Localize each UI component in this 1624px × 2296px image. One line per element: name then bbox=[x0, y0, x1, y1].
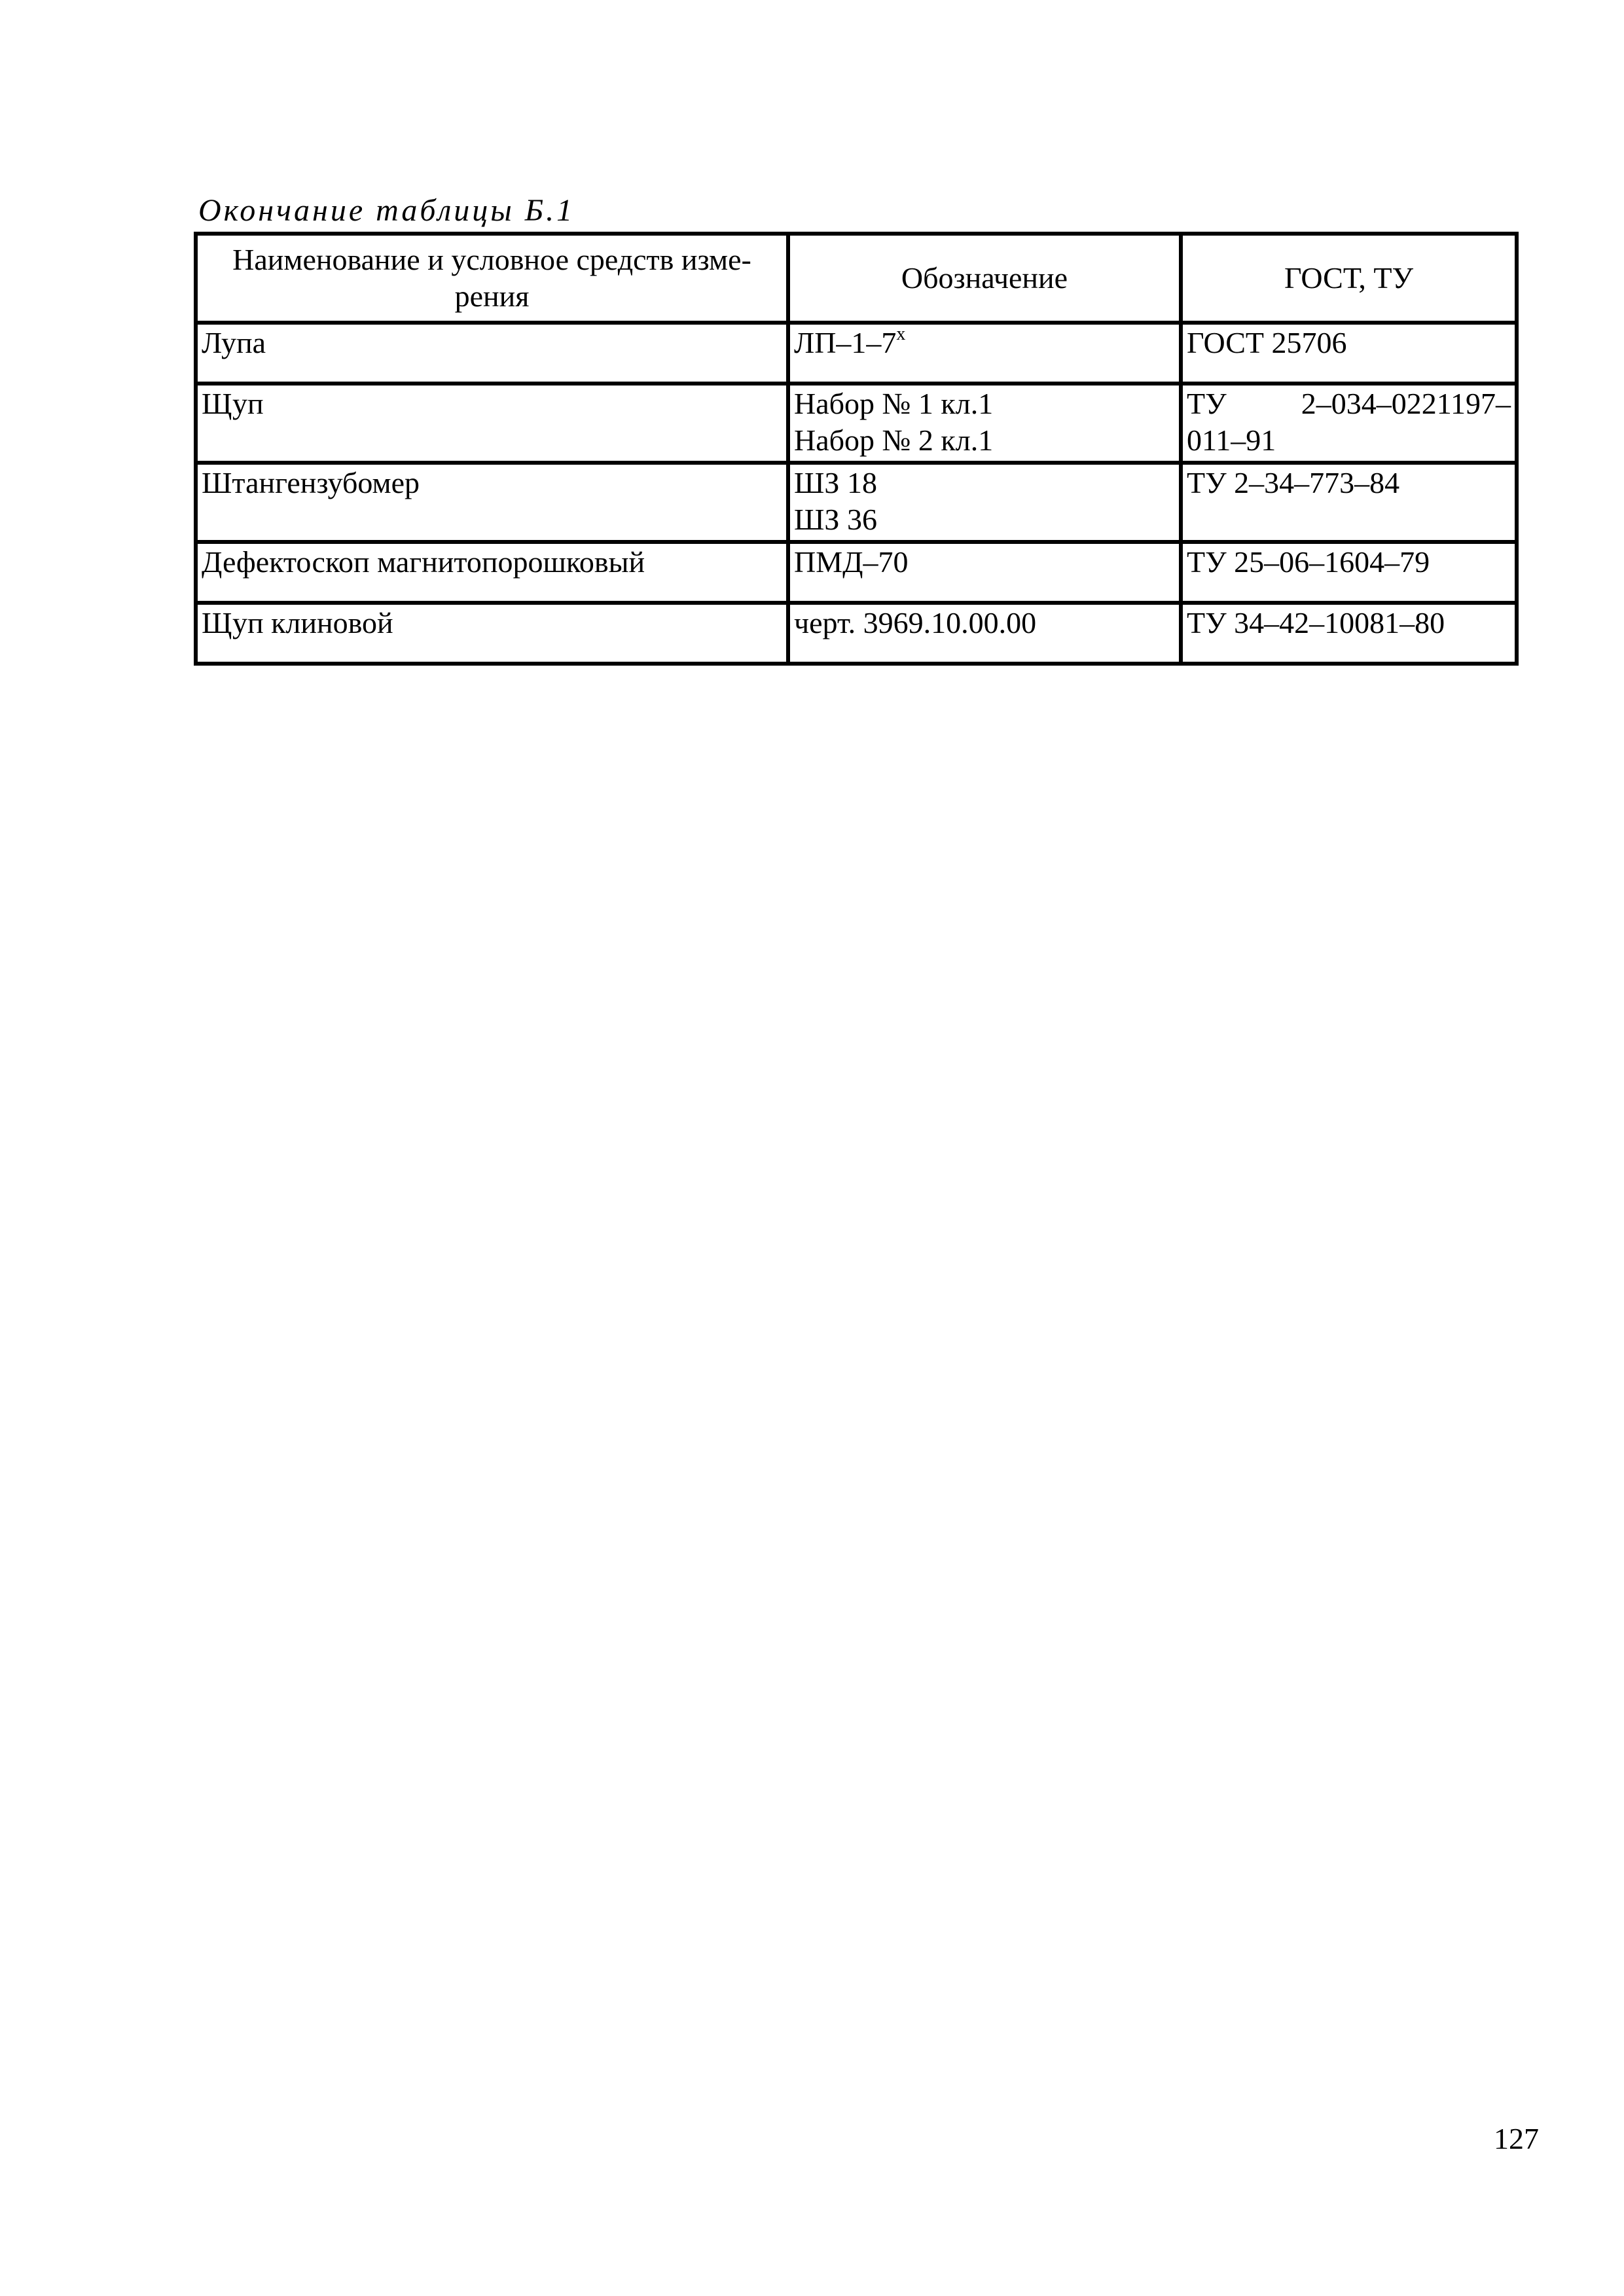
cell-standard: ГОСТ 25706 bbox=[1181, 323, 1517, 384]
table-caption: Окончание таблицы Б.1 bbox=[198, 193, 575, 228]
standard-part: 2–034–0221197– bbox=[1301, 387, 1511, 420]
cell-name: Дефектоскоп магнитопорошковый bbox=[196, 542, 788, 603]
header-name: Наименование и условное средств изме-рения bbox=[196, 234, 788, 323]
table-row bbox=[196, 463, 1517, 542]
table-header-row bbox=[196, 234, 1517, 323]
cell-name: Штангензубомер bbox=[196, 463, 788, 542]
designation-line: ШЗ 36 bbox=[794, 503, 877, 536]
standard-part: ТУ bbox=[1187, 387, 1227, 420]
page-number: 127 bbox=[1494, 2122, 1539, 2155]
cell-standard: ТУ 2–34–773–84 bbox=[1181, 463, 1517, 542]
standard-line bbox=[1187, 386, 1511, 422]
cell-designation: ПМД–70 bbox=[788, 542, 1181, 603]
designation-line: Набор № 2 кл.1 bbox=[794, 423, 994, 457]
designation-text: ЛП–1–7 bbox=[794, 326, 897, 359]
designation-line: Набор № 1 кл.1 bbox=[794, 387, 994, 420]
designation-superscript: х bbox=[896, 323, 906, 344]
designation-line: ШЗ 18 bbox=[794, 466, 877, 499]
cell-standard: ТУ 34–42–10081–80 bbox=[1181, 603, 1517, 664]
header-standard: ГОСТ, ТУ bbox=[1181, 234, 1517, 323]
table-row bbox=[196, 323, 1517, 384]
standard-line: 011–91 bbox=[1187, 423, 1276, 457]
cell-designation bbox=[788, 463, 1181, 542]
table-row bbox=[196, 542, 1517, 603]
cell-designation bbox=[788, 323, 1181, 384]
instruments-table bbox=[194, 232, 1519, 666]
cell-name: Щуп bbox=[196, 384, 788, 463]
cell-name: Лупа bbox=[196, 323, 788, 384]
cell-designation bbox=[788, 384, 1181, 463]
cell-name: Щуп клиновой bbox=[196, 603, 788, 664]
cell-designation: черт. 3969.10.00.00 bbox=[788, 603, 1181, 664]
table-row bbox=[196, 384, 1517, 463]
header-designation: Обозначение bbox=[788, 234, 1181, 323]
cell-standard bbox=[1181, 384, 1517, 463]
cell-standard: ТУ 25–06–1604–79 bbox=[1181, 542, 1517, 603]
table-row bbox=[196, 603, 1517, 664]
